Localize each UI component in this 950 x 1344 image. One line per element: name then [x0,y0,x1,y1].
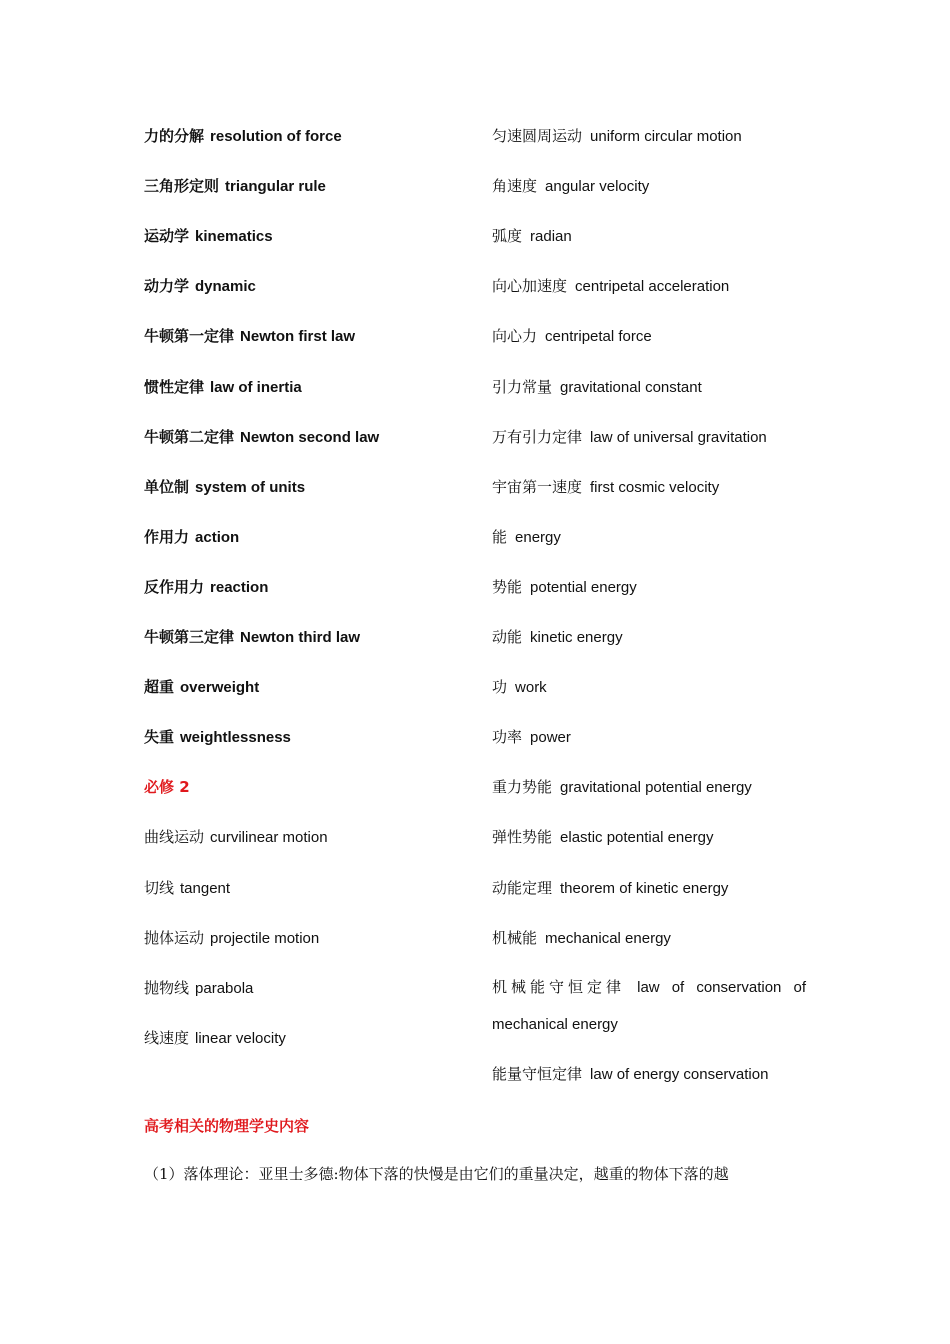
term-english: power [530,729,571,747]
term-english: Newton first law [240,328,356,346]
glossary-entry [144,577,268,598]
term-chinese: 弧度 [492,227,523,246]
term-chinese: 万有引力定律 [492,427,583,446]
term-english: angular velocity [545,178,650,196]
glossary-entry [492,677,547,698]
term-chinese: 功率 [492,728,523,747]
term-chinese: 超重 [144,678,175,697]
term-english: weightlessness [180,729,291,747]
term-chinese: 动能定理 [492,878,553,897]
term-chinese: 动力学 [144,277,190,296]
term-english: centripetal acceleration [575,278,730,296]
glossary-entry [144,677,259,698]
term-english: Newton third law [240,629,361,646]
glossary-entry [144,827,328,848]
glossary-entry [144,727,291,748]
term-english-word: of [671,979,685,996]
term-chinese: 动能 [492,628,523,646]
glossary-entry [144,978,253,999]
glossary-entry [492,1064,768,1085]
term-chinese: 机械能守恒定律 [492,978,626,996]
term-english-word: of [793,979,806,996]
term-chinese: 重力势能 [492,778,553,797]
term-english: projectile motion [210,929,320,947]
term-english: overweight [180,679,260,697]
term-chinese: 角速度 [492,177,538,196]
term-chinese: 曲线运动 [144,828,205,847]
glossary-entry [144,326,355,347]
term-english: centripetal force [545,328,652,346]
term-english: triangular rule [225,178,326,196]
term-chinese: 势能 [492,577,523,596]
term-chinese: 能量守恒定律 [492,1065,583,1083]
glossary-entry [144,377,302,398]
term-chinese: 力的分解 [144,127,205,145]
term-english: action [195,528,240,546]
term-chinese: 必修 2 [144,778,190,797]
term-english: law of universal gravitation [590,428,767,446]
term-chinese: 抛物线 [144,978,190,997]
term-chinese: 向心力 [492,327,538,346]
glossary-entry [144,777,190,798]
glossary-entry [492,126,742,147]
term-english: linear velocity [195,1029,286,1047]
term-chinese: 向心加速度 [492,277,568,296]
glossary-entry [492,777,752,798]
glossary-entry [492,276,729,297]
term-english: gravitational potential energy [560,779,752,797]
term-english: theorem of kinetic energy [560,879,729,897]
term-english: gravitational constant [560,378,702,396]
glossary-entry [144,126,342,147]
glossary-entry [144,276,256,297]
term-chinese: 失重 [144,728,175,747]
term-english: Newton second law [240,428,380,446]
glossary-entry [492,527,561,548]
term-chinese: 机械能 [492,928,538,947]
glossary-entry [144,176,326,197]
glossary-entry [492,878,728,899]
term-chinese: 能 [492,527,508,546]
glossary-entry [492,627,623,648]
glossary-entry [492,827,713,848]
term-english: law of energy conservation [590,1066,769,1083]
term-english: work [515,679,547,697]
term-chinese: 作用力 [144,527,190,546]
glossary-entry [144,627,360,648]
term-chinese: 反作用力 [144,577,205,596]
term-english: resolution of force [210,128,342,145]
glossary-entry [144,878,230,899]
term-english: law of inertia [210,378,302,396]
term-english: curvilinear motion [210,829,328,847]
term-chinese: 抛体运动 [144,928,205,947]
term-chinese: 功 [492,678,508,697]
glossary-entry [492,577,637,598]
term-chinese: 运动学 [144,227,190,246]
glossary-entry [492,326,652,347]
term-english: radian [530,228,572,246]
term-english: energy [515,528,561,546]
glossary-entry [144,226,273,247]
term-chinese: 牛顿第一定律 [144,327,235,346]
term-english: parabola [195,979,254,997]
term-chinese: 牛顿第三定律 [144,628,235,646]
term-chinese: 牛顿第二定律 [144,427,235,446]
term-chinese: 单位制 [144,477,190,496]
term-chinese: 三角形定则 [144,177,220,196]
term-chinese: 引力常量 [492,377,553,396]
glossary-entry [492,928,671,949]
section-title: 高考相关的物理学史内容 [144,1117,310,1135]
term-english-word: conservation [696,979,782,996]
glossary-entry [144,928,319,949]
glossary-entry [492,226,572,247]
term-english: first cosmic velocity [590,478,720,496]
glossary-entry [492,176,649,197]
glossary-entry [144,527,239,548]
term-english: system of units [195,478,306,496]
term-english: kinetic energy [530,629,623,646]
term-english: kinematics [195,228,273,246]
term-english: reaction [210,578,269,596]
term-english-continued: mechanical energy [492,1016,618,1033]
glossary-entry [144,477,305,498]
term-chinese: 切线 [144,878,175,897]
glossary-entry-wrapped [492,969,806,1043]
glossary-entry [492,427,767,448]
term-chinese: 匀速圆周运动 [492,127,583,145]
paragraph-text: （1）落体理论：亚里士多德:物体下落的快慢是由它们的重量决定，越重的物体下落的越 [144,1165,729,1183]
term-english: elastic potential energy [560,829,714,847]
term-english-word: law [637,979,660,996]
term-english: dynamic [195,278,256,296]
term-chinese: 惯性定律 [144,377,205,396]
term-chinese: 线速度 [144,1028,190,1047]
glossary-entry [492,377,702,398]
term-chinese: 弹性势能 [492,828,553,847]
term-english: mechanical energy [545,929,671,947]
glossary-entry [492,477,719,498]
term-english: uniform circular motion [590,128,742,145]
term-english: potential energy [530,578,637,596]
glossary-entry [144,427,379,448]
glossary-entry [492,727,571,748]
term-english: tangent [180,879,231,897]
glossary-entry [144,1028,286,1049]
term-chinese: 宇宙第一速度 [492,477,583,496]
